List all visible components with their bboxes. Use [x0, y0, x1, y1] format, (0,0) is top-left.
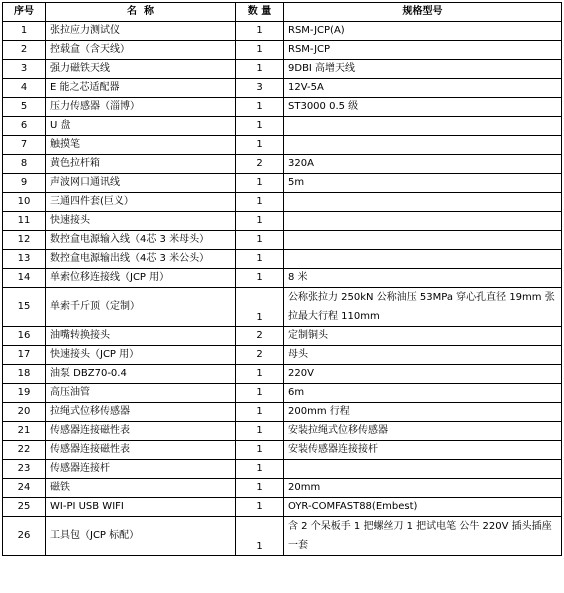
row-spec: 320A [284, 155, 562, 174]
row-index: 22 [3, 441, 46, 460]
table-row [3, 174, 562, 193]
row-qty: 1 [236, 193, 284, 212]
row-name: E 能之芯适配器 [46, 79, 236, 98]
table-header-row [3, 3, 562, 22]
row-index: 13 [3, 250, 46, 269]
row-name: 数控盒电源输入线（4芯 3 米母头） [46, 231, 236, 250]
row-index: 24 [3, 479, 46, 498]
row-qty: 1 [236, 403, 284, 422]
row-name: U 盘 [46, 117, 236, 136]
table-row [3, 384, 562, 403]
row-qty: 1 [236, 117, 284, 136]
row-index: 10 [3, 193, 46, 212]
table-row [3, 327, 562, 346]
row-qty: 1 [236, 22, 284, 41]
row-index: 17 [3, 346, 46, 365]
row-qty: 2 [236, 327, 284, 346]
row-spec: ST3000 0.5 级 [284, 98, 562, 117]
row-spec [284, 250, 562, 269]
row-spec: 20mm [284, 479, 562, 498]
table-row [3, 403, 562, 422]
row-name: 张拉应力测试仪 [46, 22, 236, 41]
table-row [3, 479, 562, 498]
row-spec: 220V [284, 365, 562, 384]
row-index: 6 [3, 117, 46, 136]
table-row [3, 60, 562, 79]
table-row [3, 288, 562, 327]
row-index: 25 [3, 498, 46, 517]
row-qty: 1 [236, 288, 284, 327]
table-row [3, 98, 562, 117]
table-row [3, 498, 562, 517]
row-index: 4 [3, 79, 46, 98]
row-name: 传感器连接磁性表 [46, 422, 236, 441]
table-row [3, 193, 562, 212]
row-index: 20 [3, 403, 46, 422]
row-spec: 母头 [284, 346, 562, 365]
row-name: 触摸笔 [46, 136, 236, 155]
row-spec: 12V-5A [284, 79, 562, 98]
row-spec: RSM-JCP(A) [284, 22, 562, 41]
row-name: 黄色拉杆箱 [46, 155, 236, 174]
row-index: 15 [3, 288, 46, 327]
row-index: 14 [3, 269, 46, 288]
row-name: 单索千斤顶（定制） [46, 288, 236, 327]
row-name: 数控盒电源输出线（4芯 3 米公头） [46, 250, 236, 269]
row-name: 高压油管 [46, 384, 236, 403]
row-qty: 1 [236, 384, 284, 403]
row-index: 7 [3, 136, 46, 155]
row-spec: 5m [284, 174, 562, 193]
row-index: 18 [3, 365, 46, 384]
row-qty: 1 [236, 498, 284, 517]
row-spec: 8 米 [284, 269, 562, 288]
row-qty: 1 [236, 479, 284, 498]
table-row [3, 365, 562, 384]
row-spec [284, 136, 562, 155]
row-name: 声波网口通讯线 [46, 174, 236, 193]
row-qty: 2 [236, 155, 284, 174]
table-row [3, 460, 562, 479]
row-index: 2 [3, 41, 46, 60]
table-row [3, 117, 562, 136]
row-name: 拉绳式位移传感器 [46, 403, 236, 422]
table-row [3, 79, 562, 98]
row-qty: 1 [236, 365, 284, 384]
header-index: 序号 [3, 3, 46, 22]
table-row [3, 231, 562, 250]
row-spec [284, 193, 562, 212]
row-name: 油嘴转换接头 [46, 327, 236, 346]
row-qty: 1 [236, 517, 284, 556]
row-name: 传感器连接磁性表 [46, 441, 236, 460]
table-row [3, 155, 562, 174]
row-name: 快速接头 [46, 212, 236, 231]
table-row [3, 250, 562, 269]
row-qty: 1 [236, 460, 284, 479]
row-spec: 公称张拉力 250kN 公称油压 53MPa 穿心孔直径 19mm 张拉最大行程 110mm [284, 288, 562, 327]
row-qty: 1 [236, 41, 284, 60]
row-name: 磁铁 [46, 479, 236, 498]
table-row [3, 136, 562, 155]
table-row [3, 22, 562, 41]
table-row [3, 441, 562, 460]
row-qty: 1 [236, 212, 284, 231]
row-spec [284, 117, 562, 136]
row-spec: RSM-JCP [284, 41, 562, 60]
row-index: 11 [3, 212, 46, 231]
row-index: 9 [3, 174, 46, 193]
equipment-list [2, 2, 561, 556]
row-index: 1 [3, 22, 46, 41]
row-qty: 1 [236, 60, 284, 79]
row-name: 压力传感器（淄博） [46, 98, 236, 117]
row-spec [284, 231, 562, 250]
row-qty: 1 [236, 441, 284, 460]
row-name: 油泵 DBZ70-0.4 [46, 365, 236, 384]
table-row [3, 212, 562, 231]
row-index: 5 [3, 98, 46, 117]
table-body [3, 22, 562, 556]
row-spec: 6m [284, 384, 562, 403]
table-row [3, 346, 562, 365]
row-spec: 安装拉绳式位移传感器 [284, 422, 562, 441]
row-qty: 1 [236, 231, 284, 250]
row-qty: 2 [236, 346, 284, 365]
row-qty: 1 [236, 269, 284, 288]
row-name: 工具包（JCP 标配） [46, 517, 236, 556]
header-name: 名 称 [46, 3, 236, 22]
row-index: 21 [3, 422, 46, 441]
row-index: 16 [3, 327, 46, 346]
row-spec: 安装传感器连接接杆 [284, 441, 562, 460]
row-index: 26 [3, 517, 46, 556]
row-name: 控载盒（含天线） [46, 41, 236, 60]
row-index: 8 [3, 155, 46, 174]
row-qty: 1 [236, 422, 284, 441]
table-row [3, 422, 562, 441]
row-spec: 9DBI 高增天线 [284, 60, 562, 79]
row-name: 快速接头（JCP 用） [46, 346, 236, 365]
row-index: 12 [3, 231, 46, 250]
row-name: 三通四件套(巨义） [46, 193, 236, 212]
table-row [3, 41, 562, 60]
row-spec: 含 2 个呆板手 1 把螺丝刀 1 把试电笔 公牛 220V 插头插座一套 [284, 517, 562, 556]
row-name: 强力磁铁天线 [46, 60, 236, 79]
row-name: WI-PI USB WIFI [46, 498, 236, 517]
row-spec [284, 212, 562, 231]
row-qty: 1 [236, 174, 284, 193]
header-qty: 数 量 [236, 3, 284, 22]
table-row [3, 269, 562, 288]
row-index: 19 [3, 384, 46, 403]
row-name: 单索位移连接线（JCP 用） [46, 269, 236, 288]
row-qty: 3 [236, 79, 284, 98]
row-index: 23 [3, 460, 46, 479]
equipment-table [2, 2, 562, 556]
row-qty: 1 [236, 98, 284, 117]
row-spec: 定制铜头 [284, 327, 562, 346]
row-index: 3 [3, 60, 46, 79]
table-row [3, 517, 562, 556]
row-spec [284, 460, 562, 479]
row-qty: 1 [236, 250, 284, 269]
row-name: 传感器连接杆 [46, 460, 236, 479]
row-spec: 200mm 行程 [284, 403, 562, 422]
row-qty: 1 [236, 136, 284, 155]
row-spec: OYR-COMFAST88(Embest) [284, 498, 562, 517]
header-spec: 规格型号 [284, 3, 562, 22]
